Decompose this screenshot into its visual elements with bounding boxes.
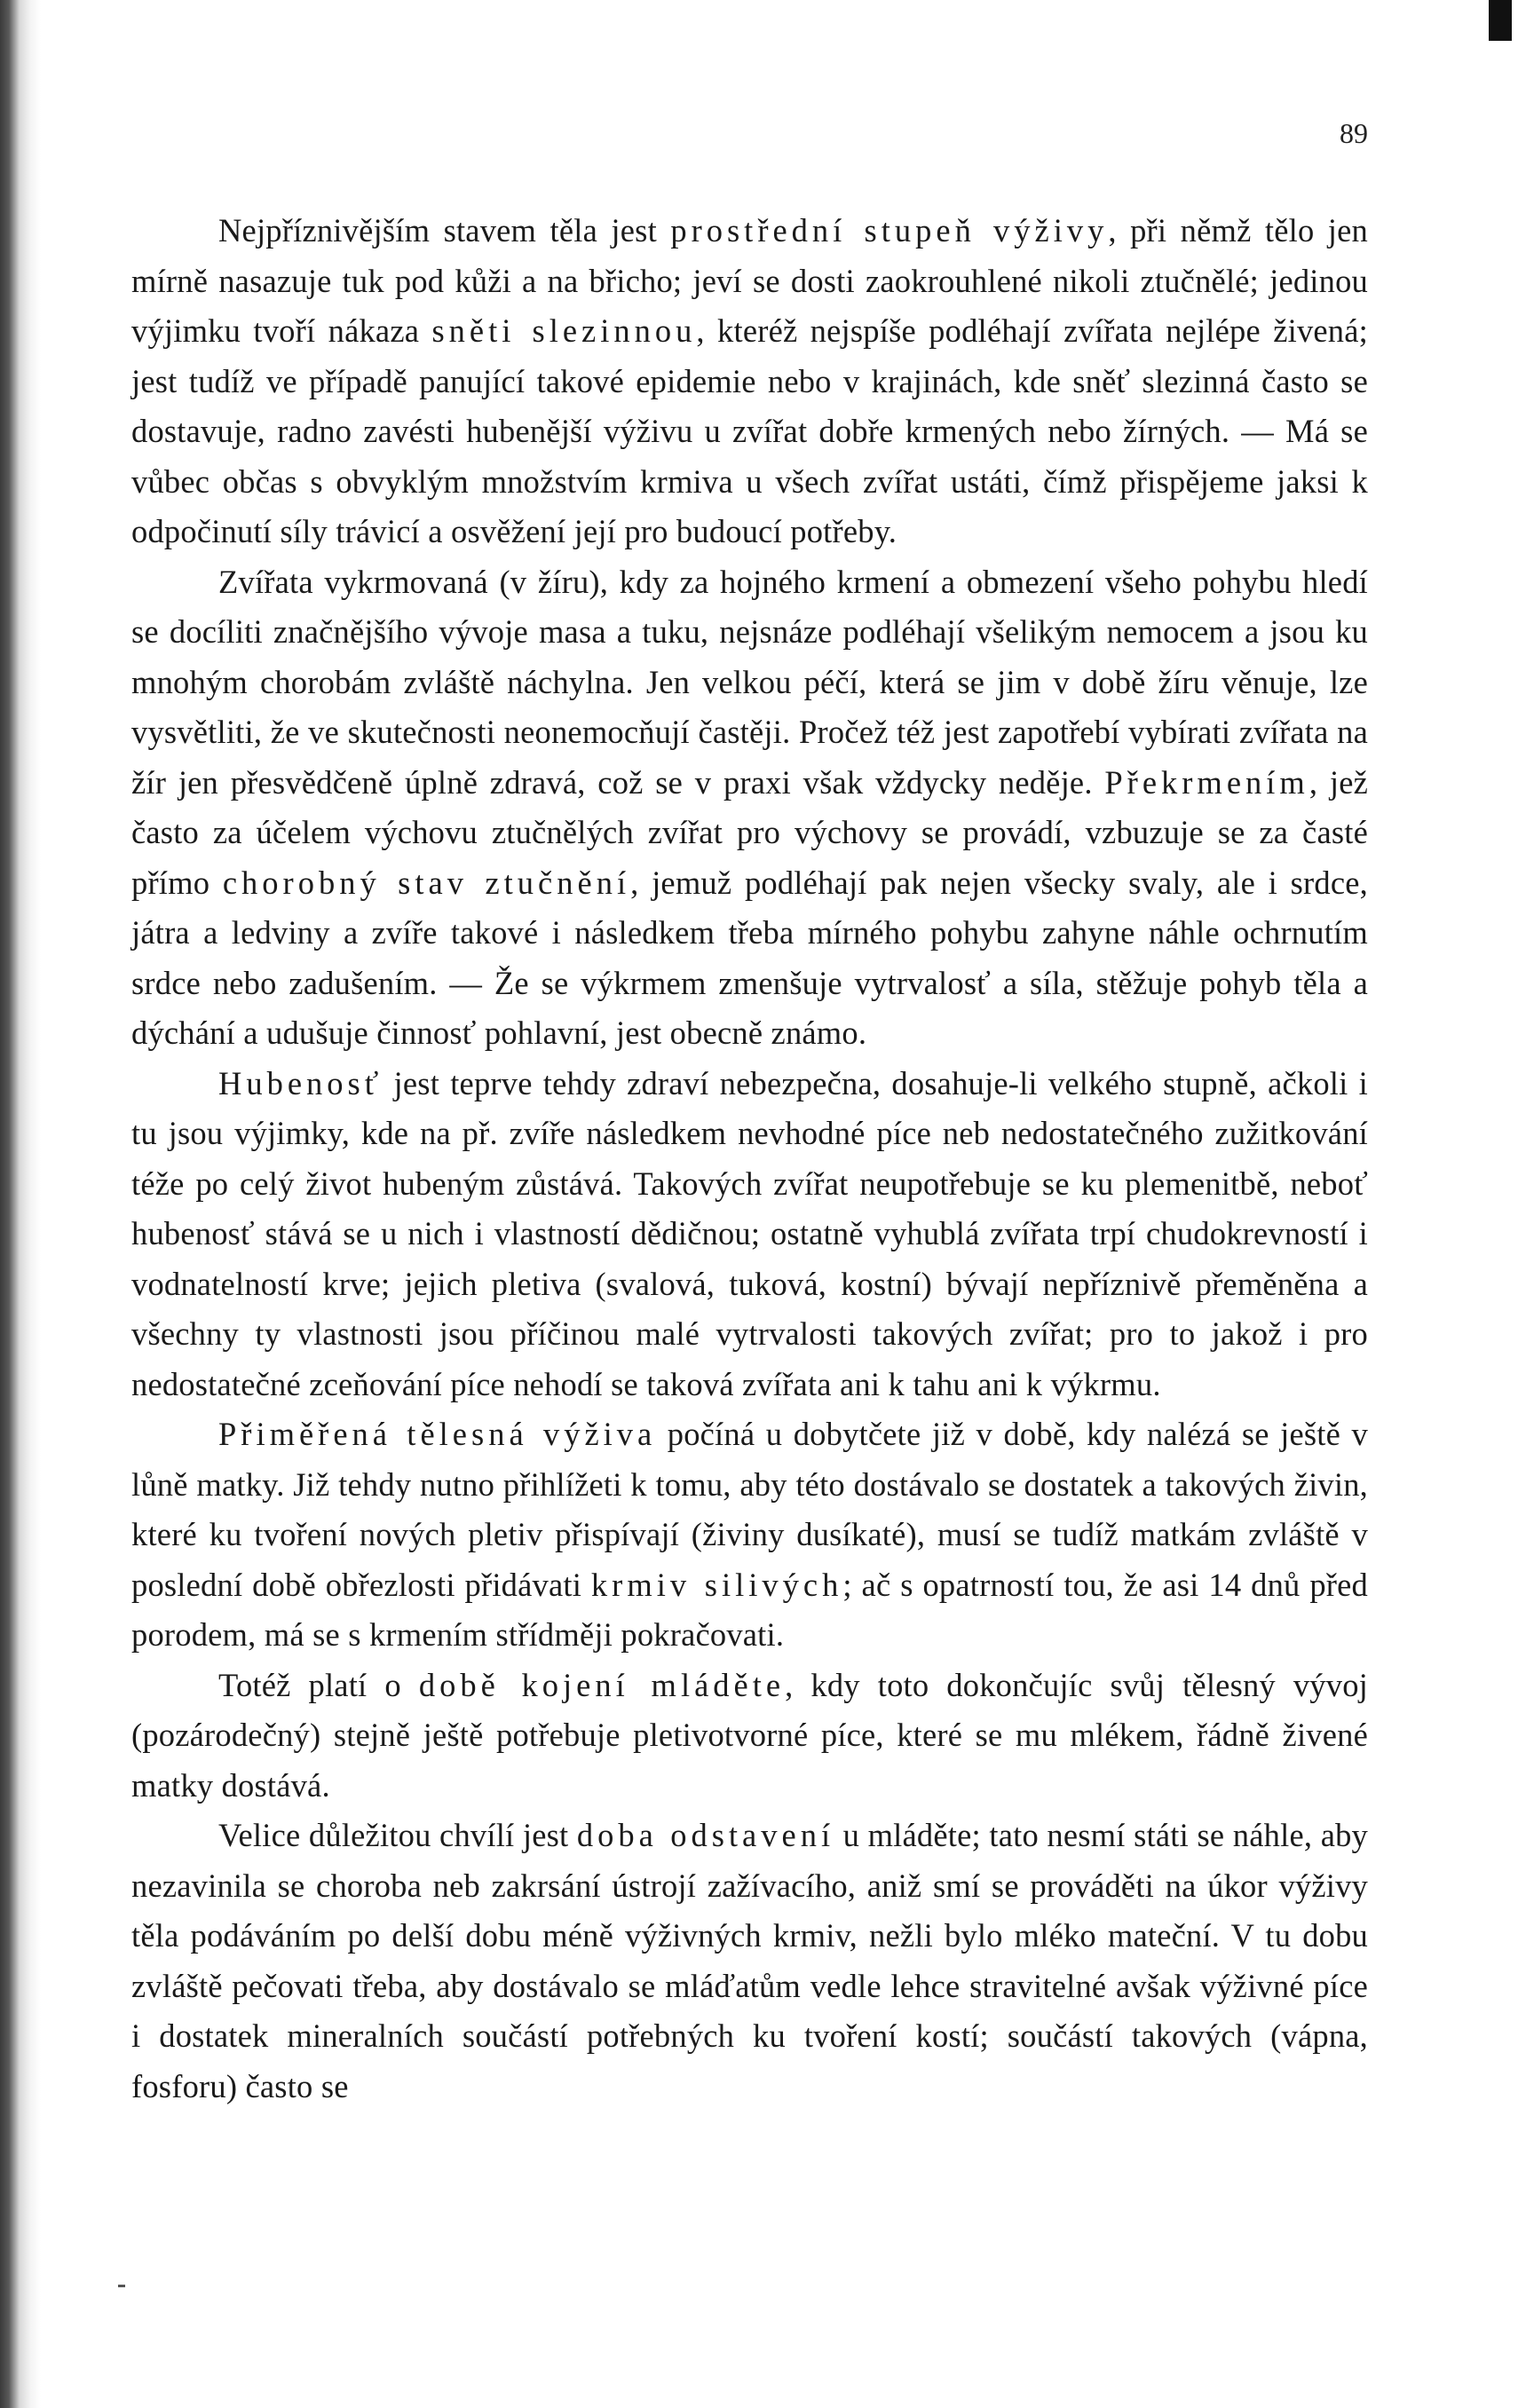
text-run: počíná u dobytčete již v době, kdy nalézá se ještě v lůně matky. Již tehdy nutno přihlížeti k tomu, aby této dostávalo se dostatek a takových živin, které ku tvoření nových pletiv přispívají (živiny dusíkaté), musí se tudíž matkám zvláště v poslední době obřezlosti přidávati (131, 1416, 1368, 1603)
text-run: u mláděte; tato nesmí státi se náhle, aby nezavinila se choroba neb zakrsání ústrojí zažívacího, aniž smí se prováděti na úkor výživy těla podáváním po delší dobu méně výživných krmiv, nežli bylo mléko mateční. V tu dobu zvláště pečovati třeba, aby dostávalo se mláďatům vedle lehce stravitelné avšak výživné píce i dostatek mineralních součástí potřebných ku tvoření kostí; součástí takových (vápna, fosforu) často se (131, 1817, 1368, 2104)
paragraph (131, 1661, 1368, 1812)
text-run: Zvířata vykrmovaná (v žíru), kdy za hojného krmení a obmezení všeho pohybu hledí se docíliti značnějšího vývoje masa a tuku, nejsnáze podléhají všelikým nemocem a jsou ku mnohým chorobám zvláště náchylna. Jen velkou péčí, která se jim v době žíru věnuje, lze vysvětliti, že ve skutečnosti neonemocňují častěji. Pročež též jest zapotřebí vybírati zvířata na žír jen přesvědčeně úplně zdravá, což se v praxi však vždycky neděje. (131, 563, 1368, 801)
scan-edge-right (1484, 0, 1518, 2408)
text-run: , kteréž nejspíše podléhají zvířata nejlépe živená; jest tudíž ve případě panující takové epidemie nebo v krajinách, kde sněť slezinná často se dostavuje, radno zavésti hubenější výživu u zvířat dobře krmených nebo žírných. — Má se vůbec občas s obvyklým množstvím krmiva u všech zvířat ustáti, čímž přispějeme jaksi k odpočinutí síly trávicí a osvěžení její pro budoucí potřeby. (131, 312, 1368, 549)
emphasized-text: prostřední stupeň výživy (670, 212, 1109, 249)
emphasized-text: doba odstavení (576, 1817, 835, 1853)
emphasized-text: Překrmením (1104, 763, 1309, 801)
corner-mark (1489, 0, 1512, 41)
scan-edge-left (0, 0, 41, 2408)
text-run: Nejpříznivějším stavem těla jest (218, 212, 671, 249)
margin-mark (118, 2285, 125, 2287)
paragraph (131, 206, 1368, 557)
text-run: , při němž tělo jen mírně nasazuje tuk pod kůži a na břicho; jeví se dosti zaokrouhlené nikoli ztučnělé; jedinou výjimku tvoří nákaza (131, 212, 1368, 349)
text-run: , kdy toto dokončujíc svůj tělesný vývoj (pozárodečný) stejně ještě potřebuje pletivotvorné píce, které se mu mlékem, řádně živené matky dostává. (131, 1666, 1368, 1804)
emphasized-text: krmiv silivých (590, 1566, 843, 1603)
text-run: Totéž platí o (218, 1666, 419, 1703)
emphasized-text: Přiměřená tělesná výživa (218, 1416, 657, 1452)
text-run: , jež často za účelem výchovu ztučnělých zvířat pro výchovy se provádí, vzbuzuje se za časté přímo (131, 763, 1368, 901)
text-run: ; ač s opatrností tou, že asi 14 dnů před porodem, má se s krmením střídměji pokračovati. (131, 1566, 1368, 1653)
emphasized-text: sněti slezinnou (431, 312, 697, 349)
paragraph (131, 1409, 1368, 1661)
emphasized-text: chorobný stav ztučnění (222, 864, 631, 901)
text-run: jest teprve tehdy zdraví nebezpečna, dosahuje-li velkého stupně, ačkoli i tu jsou výjimky, kde na př. zvíře následkem nevhodné píce neb nedostatečného zužitkování téže po celý život hubeným zůstává. Takových zvířat neupotřebuje se ku plemenitbě, neboť hubenosť stává se u nich i vlastností dědičnou; ostatně vyhublá zvířata trpí chudokrevností i vodnatelností krve; jejich pletiva (svalová, tuková, kostní) bývají nepříznivě přeměněna a všechny ty vlastnosti jsou příčinou malé vytrvalosti takových zvířat; pro to jakož i pro nedostatečné zceňování píce nehodí se taková zvířata ani k tahu ani k výkrmu. (131, 1064, 1368, 1402)
paragraph (131, 1059, 1368, 1410)
text-run: , jemuž podléhají pak nejen všecky svaly, ale i srdce, játra a ledviny a zvíře takové i následkem třeba mírného pohybu zahyne náhle ochrnutím srdce nebo zadušením. — Že se výkrmem zmenšuje vytrvalosť a síla, stěžuje pohyb těla a dýchání a udušuje činnosť pohlavní, jest obecně známo. (131, 864, 1368, 1051)
page-number: 89 (1340, 117, 1368, 149)
body-text (131, 206, 1368, 2112)
paragraph (131, 1811, 1368, 2112)
emphasized-text: době kojení mláděte (418, 1666, 786, 1703)
text-run: Velice důležitou chvílí jest (218, 1817, 577, 1853)
book-page (131, 107, 1368, 2325)
emphasized-text: Hubenosť (218, 1064, 383, 1101)
paragraph (131, 557, 1368, 1059)
